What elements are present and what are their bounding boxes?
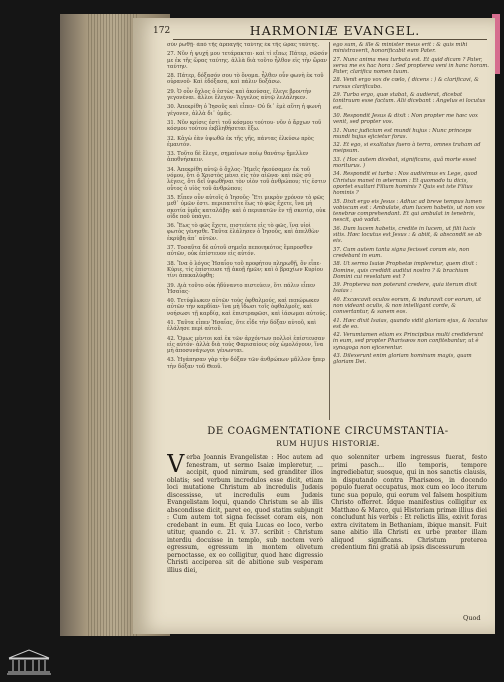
latin-verse: ego sum, & ille & minister meus erit : & quis mihi ministraverit, honorificabit eum Pater. [333,42,468,55]
catch-word: Quod [463,614,481,622]
latin-verse: 31. Nunc judicium est mundi hujus : Nunc princeps mundi hujus ejicietur foras. [333,127,472,140]
latin-verse: 29. Turba ergo, quæ stabat, & audierat, dicebat tonitruum esse factum. Alii dicebant : Angelus ei locutus est. [333,92,486,111]
commentary-left-column [167,454,323,640]
footer-band [0,640,504,682]
commentary-left-text: erba Joannis Evangelistæ : Hoc autem ad fenestram, ut sermo Isaiæ impleretur, ... accipit, quod nimirum, sed granditer illos oblatis; sed verbum incredulos esse dicit, etiam loci mutatione Christum ab incredulis Judæis discessisse, ut incredulis eum Judæis Evangelistam loqui, quando Christum se ab illis abscondisse dicit, paret eo, quod statim subjungit : Cum autem tot signa fecisset coram eis, non credebant in eum. Et quia Lucas eo loco, verbo utitur, quando c. 21. v. 37. scribit : Christum interdiu docuisse in templo, sub noctem verò egressum, egressum in montem olivetum pernoctasse, ex eo colligitur, quod hæc digressio Christi acciperea sit de abitione sub vesperam illius diei, [167,454,323,574]
latin-verse: 39. Propterea non poterant credere, quia iterum dixit Isaias : [333,282,478,295]
header-rule [173,39,487,40]
greek-verse: 28. Πάτερ, δόξασόν σου τὸ ὄνομα. ἦλθεν οὖν φωνὴ ἐκ τοῦ οὐρανοῦ· Καὶ ἐδόξασα, καὶ πάλιν δοξάσω. [167,73,324,86]
greek-verse: 33. Τοῦτο δὲ ἔλεγε, σημαίνων ποίῳ θανάτῳ ἤμελλεν ἀποθνήσκειν. [167,151,309,164]
latin-column [333,42,489,420]
greek-verse: 30. Ἀπεκρίθη ὁ Ἰησοῦς καὶ εἶπεν· Οὐ δι᾽ ἐμὲ αὕτη ἡ φωνὴ γέγονεν, ἀλλὰ δι᾽ ὑμᾶς. [167,104,321,117]
running-head: HARMONIÆ EVANGEL. [249,23,421,38]
latin-verse: 40. Excæcavit oculos eorum, & induravit cor eorum, ut non videant oculis, & non intelligant corde, & convertantur, & sanem eos. [333,296,482,316]
greek-verse: σὺν ῥωϑῇ· ἀπὸ τῆς ἁρπαγῆς ταύτης ἐκ τῆς ὥρας ταύτης. [167,42,320,48]
book-edge-texture [88,14,138,636]
commentary-body [167,454,489,640]
library-building-icon [6,648,52,676]
latin-verse: 38. Ut sermo Isaiæ Prophetæ impleretur, quem dixit : Domine, quis credidit auditui nostro ? & brachium Domini cui revelatum est ? [333,261,478,280]
greek-verse: 39. Διὰ τοῦτο οὐκ ἠδύναντο πιστεύειν, ὅτι πάλιν εἶπεν Ἡσαΐας· [167,282,316,295]
parallel-text [167,42,489,420]
latin-verse: 30. Respondit Jesus & dixit : Non propter me hæc vox venit, sed propter vos. [333,112,479,126]
commentary-right-text: quo solenniter urbem ingressus fuerat, festo primi pasch... illo temporis, tempore ingrediebatur, suosque, qui in nos sanctis clausis, in disputando contra Pharisæos, in docendo populo fuerat occupatus, mox cum eo loco iterum tunc sua populo, qui eorum vel falsem hospitium Christo offerret. Idque manifestius colligitur ex Matthæo & Marco, qui Historiam primæ illius diei concludunt his verbis : Et relictis illis, exivit foras extra civitatem in Bethaniam, ibique mansit. Fuit sane abitio illa Christi ex urbe præter illam aliquod significans. Christum preterea credentium fini gratiâ ab ipsis discessurum [331,454,487,551]
greek-column [167,42,329,420]
greek-verse: 27. Νῦν ἡ ψυχή μου τετάρακται· καὶ τί εἴπω; Πάτερ, σῶσόν με ἐκ τῆς ὥρας ταύτης. ἀλλὰ διὰ τοῦτο ἦλθον εἰς τὴν ὥραν ταύτην. [167,51,328,70]
latin-verse: 32. Et ego, si exaltatus fuero à terra, omnes traham ad meipsum. [333,142,481,155]
latin-verse: 37. Cum autem tanta signa fecisset coram eis, non credebant in eum. [333,246,470,259]
latin-verse: 28. Venit ergo vox de cœlo, ( dicens : ) & clarificavi, & rursus clarificabo. [333,77,479,90]
latin-verse: 35. Dixit ergo eis Jesus : Adhuc ad breve tempus lumen vobiscum est : Ambulate, dum lucem habetis, ut non vos tenebræ comprehendant. Et qui ambulat in tenebris, nescit, quò vadat. [333,198,485,224]
greek-verse: 31. Νῦν κρίσις ἐστὶ τοῦ κόσμου τούτου· νῦν ὁ ἄρχων τοῦ κόσμου τούτου ἐκβληθήσεται ἔξω. [167,119,322,133]
greek-verse: 36. Ἕως τὸ φῶς ἔχετε, πιστεύετε εἰς τὸ φῶς, ἵνα υἱοὶ φωτὸς γένησθε. Ταῦτα ἐλάλησεν ὁ Ἰησοῦς, καὶ ἀπελθὼν ἐκρύβη ἀπ᾽ αὐτῶν. [167,223,319,242]
drop-cap: V [167,454,185,478]
greek-verse: 32. Κἀγὼ ἐὰν ὑψωθῶ ἐκ τῆς γῆς, πάντας ἑλκύσω πρὸς ἐμαυτόν. [167,135,314,148]
latin-verse: 27. Nunc anima mea turbata est. Et quid dicam ? Pater, serva me ex hac hora : Sed propterea veni in hanc horam. Pater, clarifica nomen tuum. [333,56,489,76]
section-title: DE COAGMENTATIONE CIRCUMSTANTIA- [207,426,449,437]
greek-verse: 41. Ταῦτα εἶπεν Ἡσαΐας, ὅτε εἶδε τὴν δόξαν αὐτοῦ, καὶ ἐλάλησε περὶ αὐτοῦ. [167,319,317,333]
greek-verse: 35. Εἶπεν οὖν αὐτοῖς ὁ Ἰησοῦς· Ἔτι μικρὸν χρόνον τὸ φῶς μεθ᾽ ὑμῶν ἐστι. περιπατεῖτε ἕως τὸ φῶς ἔχετε, ἵνα μὴ σκοτία ὑμᾶς καταλάβῃ· καὶ ὁ περιπατῶν ἐν τῇ σκοτίᾳ, οὐκ οἶδε ποῦ ὑπάγει. [167,194,326,220]
latin-verse: 42. Verumtamen etiam ex Principibus multi crediderunt in eum, sed propter Pharisæos non confitebantur, ut è synagoga non ejicerentur. [333,332,484,351]
latin-verse: 33. ( Hoc autem dicebat, significans, quâ morte esset moriturus. ) [333,156,477,170]
latin-verse: 43. Dilexerunt enim gloriam hominum magis, quam gloriam Dei. [333,353,472,366]
greek-verse: 37. Τοσαῦτα δὲ αὐτοῦ σημεῖα πεποιηκότος ἔμπροσθεν αὐτῶν, οὐκ ἐπίστευον εἰς αὐτόν. [167,245,313,258]
greek-verse: 38. Ἵνα ὁ λόγος Ἡσαΐου τοῦ προφήτου πληρωθῇ, ὃν εἶπε· Κύριε, τίς ἐπίστευσε τῇ ἀκοῇ ἡμῶν; καὶ ὁ βραχίων Κυρίου τίνι ἀπεκαλύφθη; [167,260,323,280]
greek-verse: 43. Ἠγάπησαν γὰρ τὴν δόξαν τῶν ἀνθρώπων μᾶλλον ἤπερ τὴν δόξαν τοῦ Θεοῦ. [167,357,325,370]
greek-verse: 34. Ἀπεκρίθη αὐτῷ ὁ ὄχλος· Ἡμεῖς ἠκούσαμεν ἐκ τοῦ νόμου, ὅτι ὁ Χριστὸς μένει εἰς τὸν αἰῶνα· καὶ πῶς σὺ λέγεις, ὅτι δεῖ ὑψωθῆναι τὸν υἱὸν τοῦ ἀνθρώπου; τίς ἐστιν οὗτος ὁ υἱὸς τοῦ ἀνθρώπου; [167,166,327,192]
latin-verse: 41. Hæc dixit Isaias, quando vidit gloriam ejus, & locutus est de eo. [333,317,488,330]
latin-verse: 36. Dum lucem habetis, credite in lucem, ut filii lucis sitis. Hæc locutus est Jesus : & abiit, & abscondit se ab eis. [333,225,482,245]
column-divider [329,42,330,420]
section-subtitle: RUM HUJUS HISTORIÆ. [276,439,380,448]
greek-verse: 40. Τετύφλωκεν αὐτῶν τοὺς ὀφθαλμούς, καὶ πεπώρωκεν αὐτῶν τὴν καρδίαν· ἵνα μὴ ἴδωσι τοῖς ὀφθαλμοῖς, καὶ νοήσωσι τῇ καρδίᾳ, καὶ ἐπιστραφῶσι, καὶ ἰάσωμαι αὐτούς. [167,298,328,317]
page-header [133,18,495,42]
latin-verse: 34. Respondit ei turba : Nos audivimus ex Lege, quod Christus manet in æternum : Et quomodo tu dicis, oportet exaltari Filium hominis ? Quis est iste Filius hominis ? [333,171,478,197]
greek-verse: 42. Ὅμως μέντοι καὶ ἐκ τῶν ἀρχόντων πολλοὶ ἐπίστευσαν εἰς αὐτόν· ἀλλὰ διὰ τοὺς Φαρισαίους οὐχ ὡμολόγουν, ἵνα μὴ ἀποσυνάγωγοι γένωνται. [167,335,325,355]
commentary-right-column [331,454,487,640]
greek-verse: 29. Ὁ οὖν ὄχλος ὁ ἑστὼς καὶ ἀκούσας, ἔλεγε βροντὴν γεγονέναι. ἄλλοι ἔλεγον· Ἄγγελος αὐτῷ λελάληκεν. [167,88,312,102]
book-page [133,18,495,634]
page-number: 172 [153,26,171,36]
